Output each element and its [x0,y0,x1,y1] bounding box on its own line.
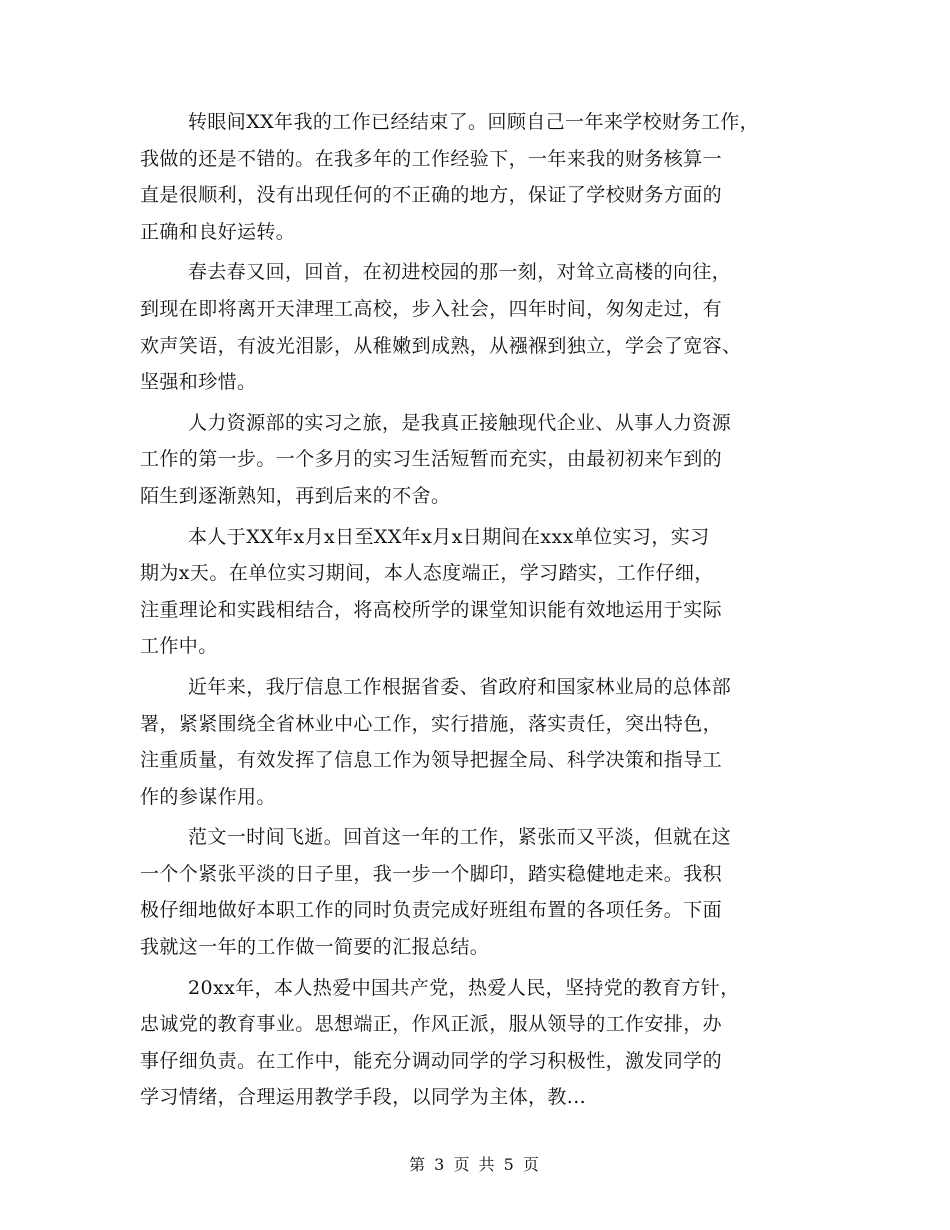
paragraph-line: 春去春又回，回首，在初进校园的那一刻，对耸立高楼的向往， [188,261,732,284]
paragraph-line: 一个个紧张平淡的日子里，我一步一个脚印，踏实稳健地走来。我积 [140,862,723,885]
paragraph-line: 正确和良好运转。 [140,220,296,243]
paragraph-line: 直是很顺利，没有出现任何的不正确的地方，保证了学校财务方面的 [140,184,723,207]
paragraph-2 [140,254,820,400]
paragraph-line: 忠诚党的教育事业。思想端正，作风正派，服从领导的工作安排，办 [140,1013,723,1036]
paragraph-1 [140,104,820,250]
paragraph-line: 极仔细地做好本职工作的同时负责完成好班组布置的各项任务。下面 [140,899,723,922]
paragraph-line: 范文一时间飞逝。回首这一年的工作，紧张而又平淡，但就在这 [188,826,732,849]
document-body [140,104,820,1120]
paragraph-line: 事仔细负责。在工作中，能充分调动同学的学习积极性，激发同学的 [140,1049,723,1072]
paragraph-line: 工作中。 [140,635,218,658]
paragraph-line: 我做的还是不错的。在我多年的工作经验下，一年来我的财务核算一 [140,147,723,170]
paragraph-line: 作的参谋作用。 [140,785,276,808]
paragraph-line: 注重理论和实践相结合，将高校所学的课堂知识能有效地运用于实际 [140,598,723,621]
paragraph-line: 学习情绪，合理运用教学手段，以同学为主体，教... [140,1086,587,1109]
paragraph-5 [140,669,820,815]
paragraph-line: 转眼间XX年我的工作已经结束了。回顾自己一年来学校财务工作， [188,111,760,133]
paragraph-line: 20xx年，本人热爱中国共产党，热爱人民，坚持党的教育方针， [188,976,740,999]
page-number-footer: 第 3 页 共 5 页 [409,1155,541,1174]
paragraph-line: 人力资源部的实习之旅，是我真正接触现代企业、从事人力资源 [188,411,732,434]
paragraph-line: 注重质量，有效发挥了信息工作为领导把握全局、科学决策和指导工 [140,749,723,772]
paragraph-4 [140,519,820,665]
paragraph-3 [140,405,820,515]
paragraph-line: 本人于XX年x月x日至XX年x月x日期间在xxx单位实习，实习 [188,525,710,548]
paragraph-7 [140,970,820,1116]
paragraph-line: 陌生到逐渐熟知，再到后来的不舍。 [140,484,451,507]
paragraph-line: 坚强和珍惜。 [140,371,257,394]
paragraph-6 [140,819,820,965]
paragraph-line: 到现在即将离开天津理工高校，步入社会，四年时间，匆匆走过，有 [140,297,723,320]
paragraph-line: 我就这一年的工作做一简要的汇报总结。 [140,936,490,959]
paragraph-line: 近年来，我厅信息工作根据省委、省政府和国家林业局的总体部 [188,675,732,698]
paragraph-line: 期为x天。在单位实习期间，本人态度端正，学习踏实，工作仔细， [140,562,714,585]
paragraph-line: 署，紧紧围绕全省林业中心工作，实行措施，落实责任，突出特色， [140,712,723,735]
paragraph-line: 工作的第一步。一个多月的实习生活短暂而充实，由最初初来乍到的 [140,448,723,471]
paragraph-line: 欢声笑语，有波光泪影，从稚嫩到成熟，从襁褓到独立，学会了宽容、 [140,334,742,357]
